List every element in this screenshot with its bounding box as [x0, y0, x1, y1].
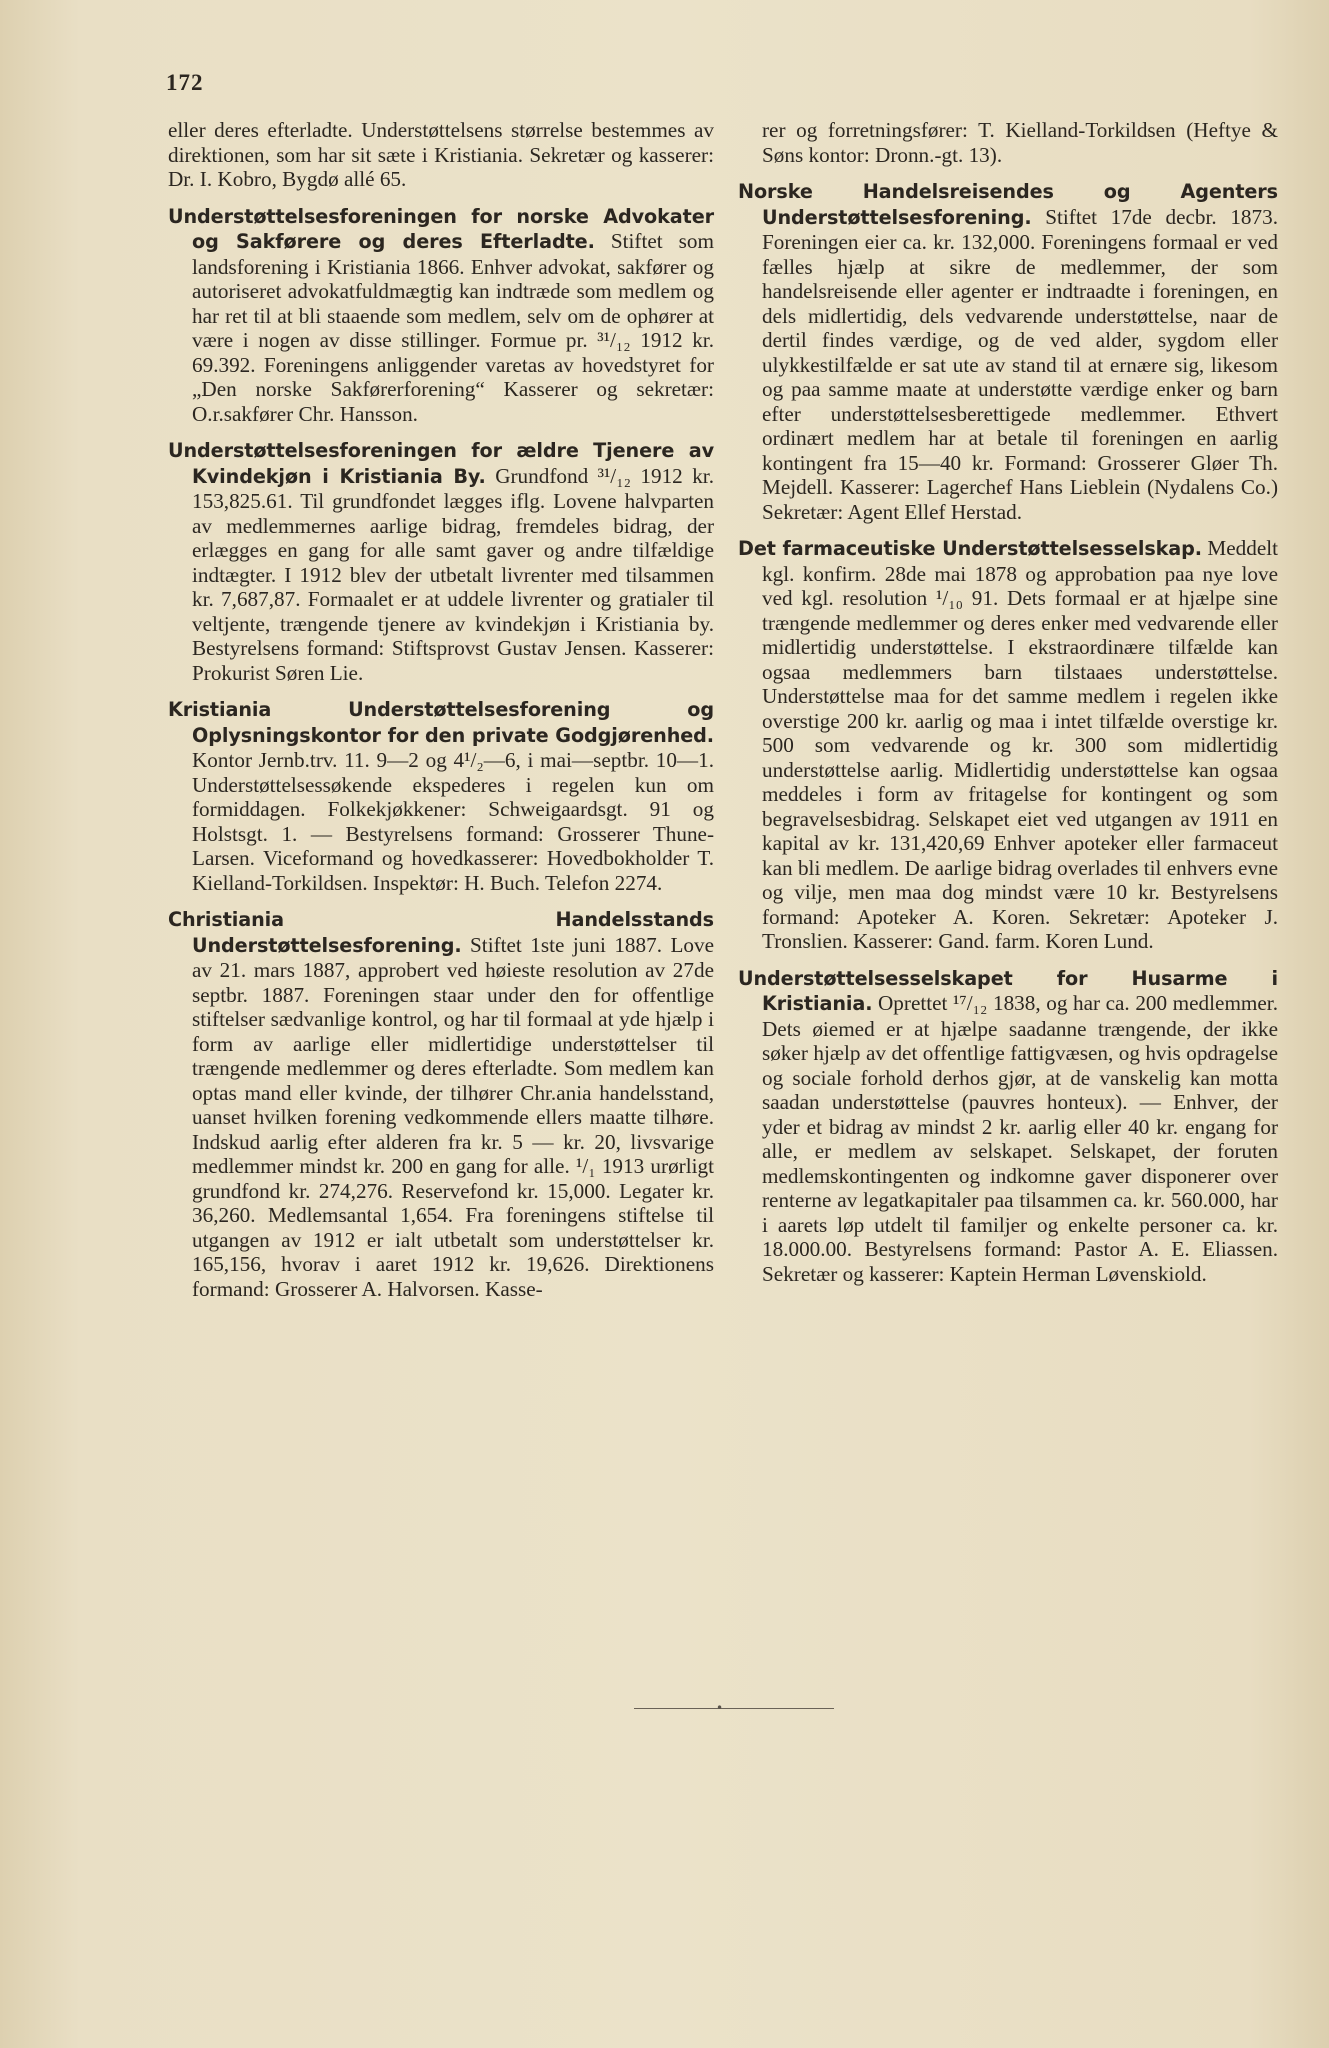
divider-dot: •	[716, 1701, 724, 1715]
section-divider	[634, 1708, 834, 1709]
entry-body: Oprettet ¹⁷/₁₂ 1838, og har ca. 200 medlemmer. Dets øiemed er at hjælpe saadanne trængende, der ikke søker hjælp av det offentlige fattigvæsen, og hvis opdragelse og sociale forhold derhos gjør, at de vanskelig kan motta saadan understøttelse (pauvres honteux). — Enhver, der yder et bidrag av mindst 2 kr. aarlig eller 40 kr. engang for alle, er medlem av selskapet. Selskapet, der foruten medlemskontingenten og indkomne gaver disponerer over renterne av legatkapitaler paa tilsammen ca. kr. 560.000, har i aarets løp utdelt til familjer og enkelte personer ca. kr. 18.000.00. Bestyrelsens formand: Pastor A. E. Eliassen. Sekretær og kasserer: Kaptein Herman Løvenskiold.	[762, 991, 1278, 1286]
entry-tjenere	[168, 438, 714, 685]
entry-body: Grundfond ³¹/₁₂ 1912 kr. 153,825.61. Til grundfondet lægges iflg. Lovene halvparten av medlemmernes aarlige bidrag, fremdeles bidrag, der erlægges en gang for alle samt gaver og andre tilfældige indtægter. I 1912 blev der utbetalt livrenter med tilsammen kr. 7,687,87. Formaalet er at uddele livrenter og gratialer til veltjente, trængende tjenere av kvindekjøn i Kristiania by. Bestyrelsens formand: Stiftsprovst Gustav Jensen. Kasserer: Prokurist Søren Lie.	[192, 463, 714, 685]
entry-oplysningskontor	[168, 697, 714, 895]
entry-body: Stiftet 17de decbr. 1873. Foreningen eier ca. kr. 132,000. Foreningens formaal er ved fælles hjælp at sikre de medlemmer, der som handelsreisende eller agenter er indtraadte i foreningen, en dels midlertidig, dels vedvarende understøttelse, naar de dertil findes værdige, og de ved alder, sygdom eller ulykkestilfælde er sat ute av stand til at ernære sig, likesom og paa samme maate at understøtte værdige enker og barn efter understøttelsesberettigede medlemmer. Ethvert ordinært medlem har at betale til foreningen en aarlig kontingent fra 15—40 kr. Formand: Grosserer Gløer Th. Mejdell. Kasserer: Lagerchef Hans Lieblein (Nydalens Co.) Sekretær: Agent Ellef Herstad.	[762, 204, 1278, 524]
entry-title: Christiania Handelsstands Understøttelsesforening.	[168, 908, 714, 957]
right-continuation-text: rer og forretningsfører: T. Kielland-Torkildsen (Heftye & Søns kontor: Dronn.-gt. 13).	[762, 118, 1278, 167]
entry-advokater	[168, 204, 714, 427]
entry-title: Kristiania Understøttelsesforening og Oplysningskontor for den private Godgjørenhed.	[168, 698, 714, 747]
entry-handelsstand	[168, 907, 714, 1301]
entry-title: Understøttelsesforeningen for norske Advokater og Sakførere og deres Efterladte.	[168, 204, 714, 253]
entry-husarme	[738, 966, 1278, 1287]
page-number: 172	[166, 70, 204, 95]
entry-body: Stiftet 1ste juni 1887. Love av 21. mars 1887, approbert ved høieste resolution av 27de septbr. 1887. Foreningen staar under den for offentlige stiftelser sædvanlige kontrol, og har til formaal at yde hjælp i form av aarlige eller midlertidige understøttelser til trængende medlemmer og deres efterladte. Som medlem kan optas mand eller kvinde, der tilhører Chr.ania handelsstand, uanset hvilken forening vedkommende ellers maatte tilhøre. Indskud aarlig efter alderen fra kr. 5 — kr. 20, livsvarige medlemmer mindst kr. 200 en gang for alle. ¹/₁ 1913 urørligt grundfond kr. 274,276. Reservefond kr. 15,000. Legater kr. 36,260. Medlemsantal 1,654. Fra foreningens stiftelse til utgangen av 1912 er ialt utbetalt som understøttelser kr. 165,156, hvorav i aaret 1912 kr. 19,626. Direktionens formand: Grosserer A. Halvorsen. Kasse-	[192, 932, 714, 1301]
entry-handelsreisende	[738, 179, 1278, 524]
entry-body: Meddelt kgl. konfirm. 28de mai 1878 og approbation paa nye love ved kgl. resolution ¹/₁₀ 91. Dets formaal er at hjælpe sine trængende medlemmer og deres enker med vedvarende eller midlertidig understøttelse. I ekstraordinære tilfælde kan ogsaa medlemmers barn tilstaaes understøttelse. Understøttelse maa for det samme medlem i regelen ikke overstige 200 kr. aarlig og maa i intet tilfælde overstige kr. 500 som vedvarende og kr. 300 som midlertidig understøttelse aarlig. Midlertidig understøttelse kan ogsaa meddeles i form av fritagelse for kontingent og som begravelsesbidrag. Selskapet eiet ved utgangen av 1911 en kapital av kr. 131,420,69 Enhver apoteker eller farmaceut kan bli medlem. De aarlige bidrag overlades til enhvers evne og vilje, men maa dog mindst være 10 kr. Bestyrelsens formand: Apoteker A. Koren. Sekretær: Apoteker J. Tronslien. Kasserer: Gand. farm. Koren Lund.	[762, 536, 1278, 953]
entry-title: Understøttelsesselskapet for Husarme i Kristiania.	[738, 966, 1278, 1015]
entry-title: Norske Handelsreisendes og Agenters Understøttelsesforening.	[738, 180, 1278, 229]
entry-body: Kontor Jernb.trv. 11. 9—2 og 4¹/₂—6, i mai—septbr. 10—1. Understøttelsessøkende ekspederes i regelen kun om formiddagen. Folkekjøkkener: Schweigaardsgt. 91 og Holstsgt. 1. — Bestyrelsens formand: Grosserer Thune-Larsen. Viceformand og hovedkasserer: Hovedbokholder T. Kielland-Torkildsen. Inspektør: H. Buch. Telefon 2274.	[192, 748, 714, 895]
left-continuation-text: eller deres efterladte. Understøttelsens størrelse bestemmes av direktionen, som har sit sæte i Kristiania. Sekretær og kasserer: Dr. I. Kobro, Bygdø allé 65.	[168, 118, 714, 191]
right-column	[738, 118, 1278, 1298]
entry-farmaceutiske	[738, 536, 1278, 954]
entry-body: Stiftet som landsforening i Kristiania 1866. Enhver advokat, sakfører og autoriseret advokatfuldmægtig kan indtræde som medlem og har ret til at bli staaende som medlem, selv om de ophører at være i nogen av disse stillinger. Formue pr. ³¹/₁₂ 1912 kr. 69.392. Foreningens anliggender varetas av hovedstyret for „Den norske Sakførerforening“ Kasserer og sekretær: O.r.sakfører Chr. Hansson.	[192, 229, 714, 426]
left-column	[168, 118, 714, 1313]
entry-title: Det farmaceutiske Understøttelsesselskap.	[738, 537, 1202, 560]
entry-title: Understøttelsesforeningen for ældre Tjenere av Kvindekjøn i Kristiania By.	[168, 439, 714, 488]
